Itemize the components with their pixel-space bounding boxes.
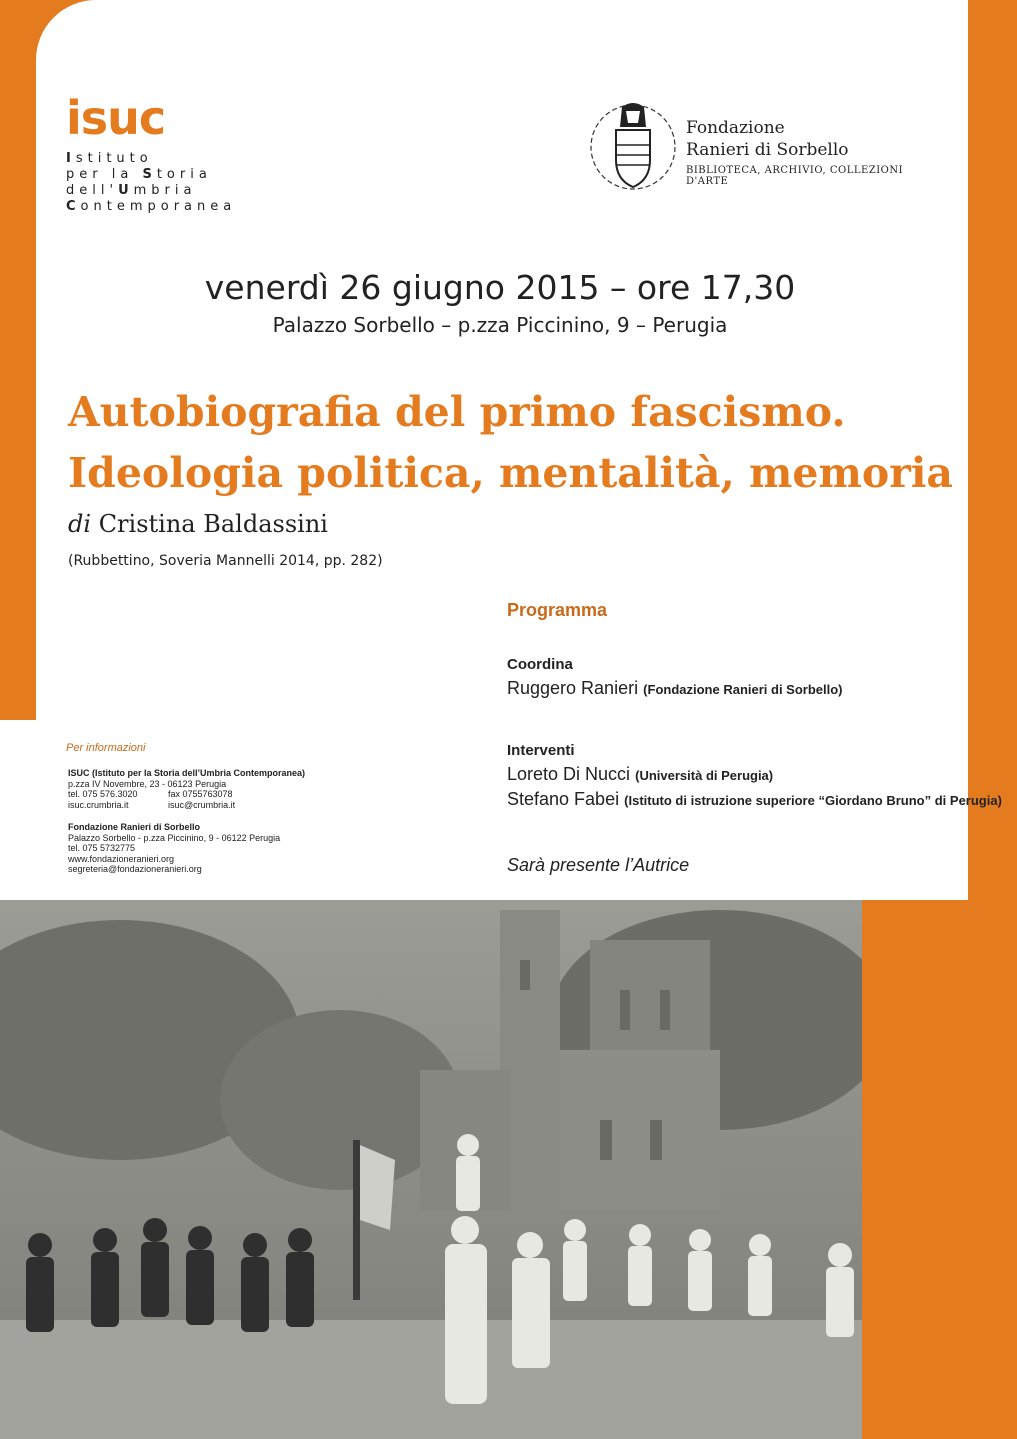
fondazione-logo xyxy=(588,95,948,205)
book-author: di Cristina Baldassini xyxy=(68,510,328,538)
speaker-2: Stefano Fabei (Istituto di istruzione superiore “Giordano Bruno” di Perugia) xyxy=(507,789,1002,809)
coordina-label: Coordina xyxy=(507,656,573,673)
book-publisher: (Rubbettino, Soveria Mannelli 2014, pp. 282) xyxy=(68,553,383,569)
info-title: Per informazioni xyxy=(66,742,146,754)
interventi-label: Interventi xyxy=(507,742,575,759)
isuc-line-4: Contemporanea xyxy=(66,199,237,214)
isuc-line-3: dell'Umbria xyxy=(66,183,197,198)
event-place: Palazzo Sorbello – p.zza Piccinino, 9 – Perugia xyxy=(272,313,728,337)
speaker-1: Loreto Di Nucci (Università di Perugia) xyxy=(507,764,774,784)
author-present-note: Sarà presente l’Autrice xyxy=(507,855,690,875)
fondazione-name-2: Ranieri di Sorbello xyxy=(686,140,849,160)
event-date: venerdì 26 giugno 2015 – ore 17,30 xyxy=(204,268,796,307)
isuc-logo xyxy=(66,91,237,215)
info-fondazione: Fondazione Ranieri di Sorbello Palazzo Sorbello - p.zza Piccinino, 9 - 06122 Perugia tel. 075 5732775 www.fondazioneranieri.org segreteria@fondazioneranieri.org xyxy=(68,822,281,874)
fondazione-name-1: Fondazione xyxy=(686,118,785,138)
fondazione-crest-icon xyxy=(588,95,678,200)
book-title-line-2: Ideologia politica, mentalità, memoria xyxy=(68,449,953,497)
programma-title: Programma xyxy=(507,600,608,620)
isuc-line-2: per la Storia xyxy=(66,167,212,182)
isuc-wordmark: isuc xyxy=(66,91,166,145)
photo-scene xyxy=(0,900,862,1439)
info-isuc: ISUC (Istituto per la Storia dell’Umbria Contemporanea) p.zza IV Novembre, 23 - 06123 Perugia tel. 075 576.3020 fax 0755763078 isuc.crumbria.it isuc@crumbria.it xyxy=(68,768,306,810)
coordina-line: Ruggero Ranieri (Fondazione Ranieri di Sorbello) xyxy=(507,678,843,698)
isuc-line-1: Istituto xyxy=(66,151,153,166)
book-title-line-1: Autobiografia del primo fascismo. xyxy=(68,388,846,436)
historic-photo xyxy=(0,900,862,1439)
fondazione-subtitle: BIBLIOTECA, ARCHIVIO, COLLEZIONI D'ARTE xyxy=(686,165,904,187)
